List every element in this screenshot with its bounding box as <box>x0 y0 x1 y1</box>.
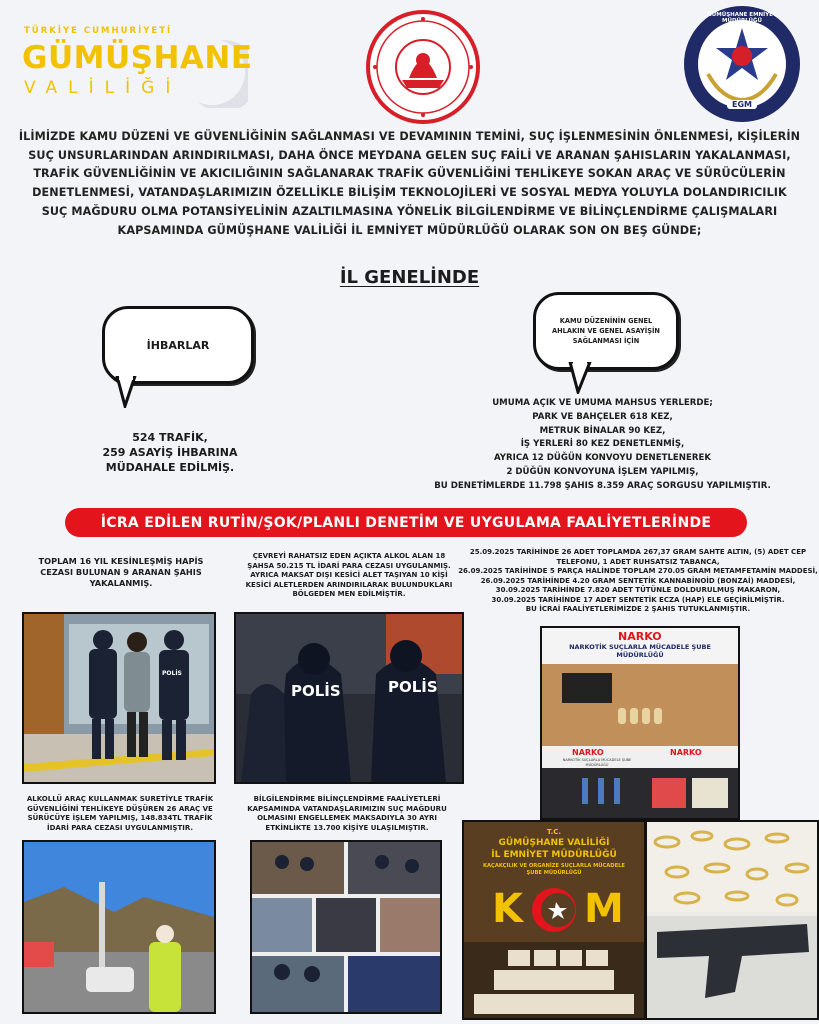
polis-label: POLİS <box>162 670 182 677</box>
gold-pistol-photo <box>645 820 819 1020</box>
bubble-tail <box>564 362 594 394</box>
narko-logo: NARKO <box>618 630 662 643</box>
narcotics-seizure-photo <box>540 626 740 820</box>
ihbar-stats: 524 TRAFİK, 259 ASAYİŞ İHBARINA MÜDAHALE EDİLMİŞ. <box>102 431 238 474</box>
kom-tc: T.C. <box>546 828 562 836</box>
arrest-photo <box>22 612 216 784</box>
kom-line3: KAÇAKÇILIK VE ORGANİZE SUÇLARLA MÜCADELE ŞUBE MÜDÜRLÜĞÜ <box>483 863 625 876</box>
police-patrol-photo <box>234 612 464 784</box>
ihbarlar-label: İHBARLAR <box>146 338 210 352</box>
bubble-tail <box>115 376 145 408</box>
section-title: İL GENELİNDE <box>339 267 480 288</box>
alkol-ceza-text: ÇEVREYİ RAHATSIZ EDEN AÇIKTA ALKOL ALAN 18 ŞAHSA 50.215 TL İDARİ PARA CEZASI UYGULANMIŞ. AYRICA MAKSAT DIŞI KESİCİ ALET TAŞIYAN 10 KİŞİ KESİCİ ALETLERDEN ARINDIRILARAK BULUNDUKLARI BÖLGEDEN MEN EDİLMİŞTİR. <box>245 552 453 598</box>
egm-ring-text: GÜMÜŞHANE EMNİYET MÜDÜRLÜĞÜ <box>707 12 777 24</box>
kom-logo-k: K <box>492 886 523 932</box>
alkollu-arac-text: ALKOLLÜ ARAÇ KULLANMAK SURETİYLE TRAFİK GÜVENLİĞİNİ TEHLİKEYE DÜŞÜREN 26 ARAÇ VE SÜRÜCÜYE İŞLEM YAPILMIŞ, 148.834TL TRAFİK İDARİ PARA CEZASI UYGULANMIŞTIR. <box>26 795 214 832</box>
ministry-seal <box>364 8 482 126</box>
kom-line2: İL EMNİYET MÜDÜRLÜĞÜ <box>491 850 617 860</box>
logo-main-text: GÜMÜŞHANE <box>22 40 253 76</box>
narko-title: NARKOTİK SUÇLARLA MÜCADELE ŞUBE MÜDÜRLÜĞÜ <box>569 643 711 659</box>
polis-label: POLİS <box>388 678 438 696</box>
gumushane-valiligi-logo <box>18 18 253 108</box>
kom-line1: GÜMÜŞHANE VALİLİĞİ <box>498 838 610 848</box>
narko-logo: NARKO <box>670 748 702 757</box>
ele-gecirilenler-text: 25.09.2025 TARİHİNDE 26 ADET TOPLAMDA 267,37 GRAM SAHTE ALTIN, (5) ADET CEP TELEFONU, 1 ADET RUHSATSIZ TABANCA, 26.09.2025 TARİHİNDE 5 PARÇA HALİNDE TOPLAM 270.05 GRAM METAMFETAMİN MADDESİ, 26.09.2025 TARİHİNDE 4.20 GRAM SENTETİK KANNABİNOİD (BONZAİ) MADDESİ, 30.09.2025 TARİHİNDE 7.820 ADET TÜTÜNLE DOLDURULMUŞ MAKARON, 30.09.2025 TARİHİNDE 17 ADET SENTETİK ECZA (HAP) ELE GEÇİRİLMİŞTİR. BU İCRAİ FAALİYETLERİMİZDE 2 ŞAHIS TUTUKLANMIŞTIR. <box>458 548 818 613</box>
narko-logo: NARKO <box>572 748 604 757</box>
kamu-duzeni-bubble <box>533 292 679 370</box>
egm-badge <box>682 4 802 124</box>
bilgilendirme-text: BİLGİLENDİRME BİLİNÇLENDİRME FAALİYETLERİ KAPSAMINDA VATANDAŞLARIMIZIN SUÇ MAĞDURU OLMASINI ENGELLEMEK MAKSADIYLA 30 AYRI ETKİNLİKTE 13.700 KİŞİYE ULAŞILMIŞTIR. <box>247 795 447 832</box>
kamu-duzeni-label: KAMU DÜZENİNİN GENEL AHLAKIN VE GENEL ASAYİŞİN SAĞLANMASI İÇİN <box>552 317 660 345</box>
kom-seizure-photo <box>462 820 646 1020</box>
intro-paragraph: İLİMİZDE KAMU DÜZENİ VE GÜVENLİĞİNİN SAĞLANMASI VE DEVAMININ TEMİNİ, SUÇ İŞLENMESİNİN ÖNLENMESİ, KİŞİLERİN SUÇ UNSURLARINDAN ARINDIRILMASI, DAHA ÖNCE MEYDANA GELEN SUÇ FAİLİ VE ARANAN ŞAHISLARIN YAKALANMASI, TRAFİK GÜVENLİĞİNİN VE AKICILIĞININ SAĞLANARAK TRAFİK GÜVENLİĞİNİ TEHLİKEYE SOKAN ARAÇ VE SÜRÜCÜLERİN DENETLENMESİ, VATANDAŞLARIMIZIN ÖZELLİKLE BİLİŞİM TEKNOLOJİLERİ VE SOSYAL MEDYA YOLUYLA DOLANDIRICILIK SUÇ MAĞDURU OLMA POTANSİYELİNİN AZALTILMASINA YÖNELİK BİLGİLENDİRME VE BİLİNÇLENDİRME ÇALIŞMALARI KAPSAMINDA GÜMÜŞHANE VALİLİĞİ İL EMNİYET MÜDÜRLÜĞÜ OLARAK SON ON BEŞ GÜNDE; <box>18 130 801 237</box>
banner-text: İCRA EDİLEN RUTİN/ŞOK/PLANLI DENETİM VE UYGULAMA FAALİYETLERİNDE <box>100 514 712 531</box>
denetim-stats: UMUMA AÇIK VE UMUMA MAHSUS YERLERDE; PARK VE BAHÇELER 618 KEZ, METRUK BİNALAR 90 KEZ, İŞ YERLERİ 80 KEZ DENETLENMİŞ, AYRICA 12 DÜĞÜN KONVOYU DENETLENEREK 2 DÜĞÜN KONVOYUNA İŞLEM YAPILMIŞ, BU DENETİMLERDE 11.798 ŞAHIS 8.359 ARAÇ SORGUSU YAPILMIŞTIR. <box>434 398 771 491</box>
egm-label: EGM <box>727 100 757 109</box>
awareness-events-collage <box>250 840 442 1014</box>
traffic-control-photo <box>22 840 216 1014</box>
arananlar-text: TOPLAM 16 YIL KESİNLEŞMİŞ HAPİS CEZASI BULUNAN 9 ARANAN ŞAHIS YAKALANMIŞ. <box>38 556 204 588</box>
polis-label: POLİS <box>291 682 341 700</box>
ihbarlar-bubble <box>102 306 254 384</box>
activities-banner <box>65 508 747 537</box>
logo-top-text: TÜRKİYE CUMHURİYETİ <box>24 26 173 36</box>
logo-sub-text: VALİLİĞİ <box>24 78 182 98</box>
kom-logo-m: M <box>584 886 624 932</box>
narko-sign-text: NARKOTİK SUÇLARLA MÜCADELE ŞUBE MÜDÜRLÜĞÜ <box>562 758 632 767</box>
